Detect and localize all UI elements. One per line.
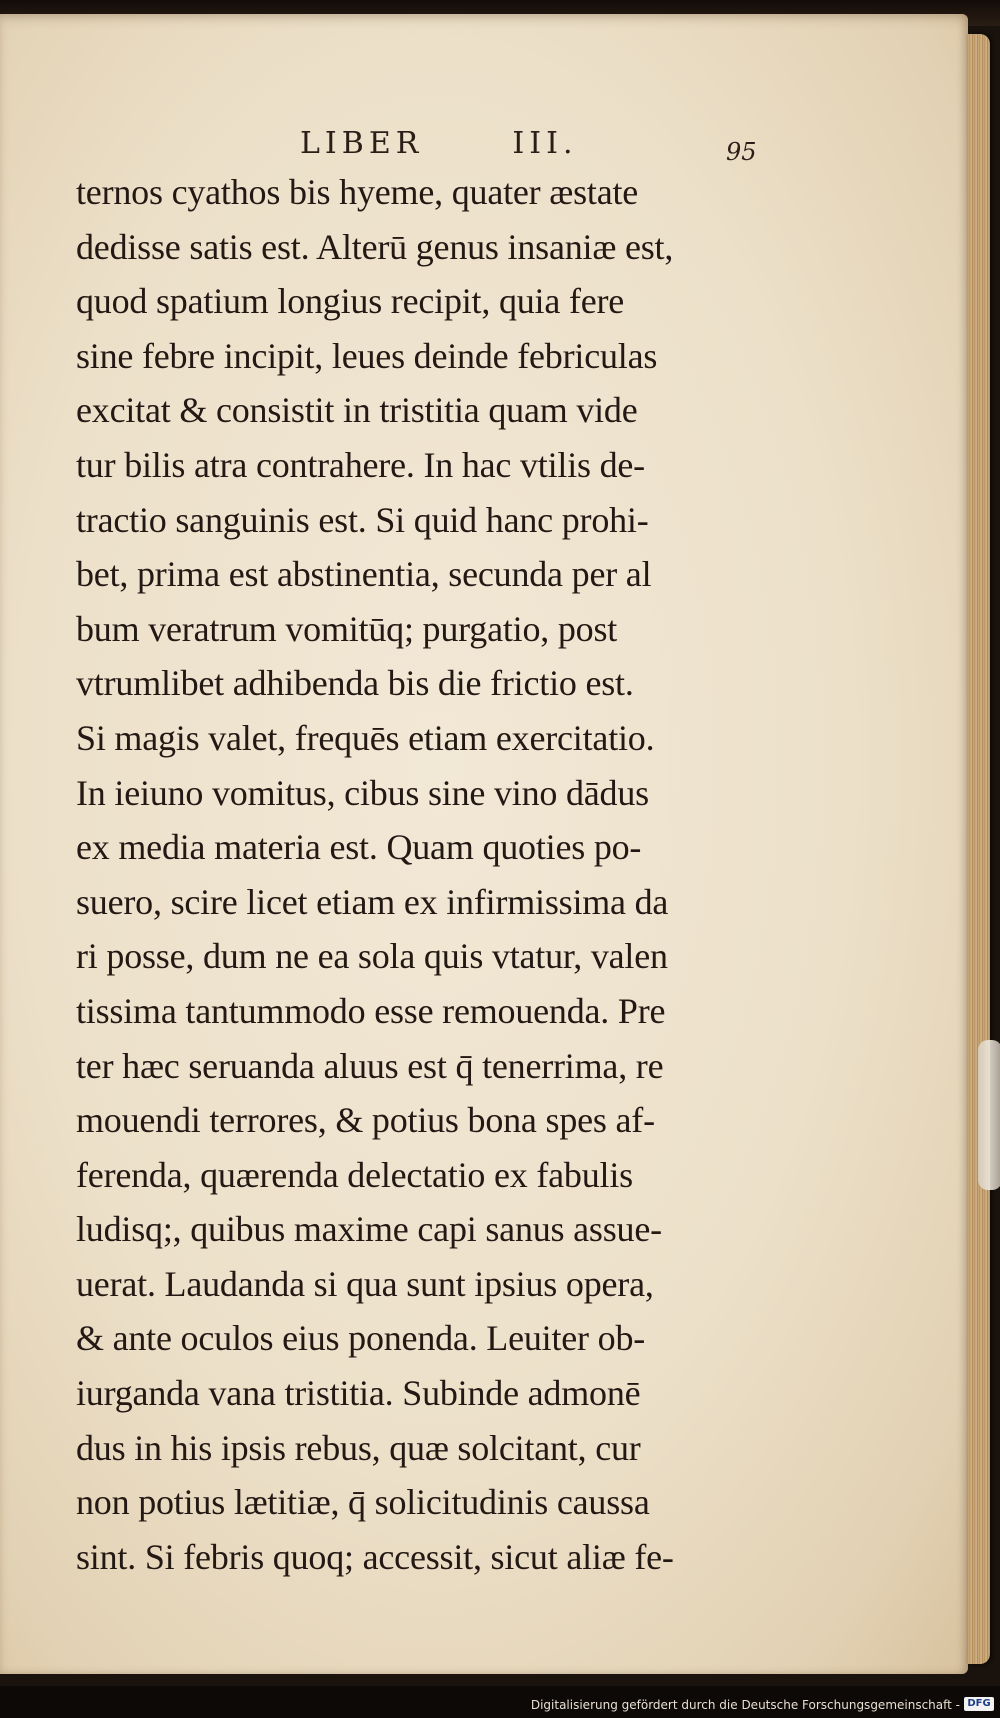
text-line: bet, prima est abstinentia, secunda per al [76, 554, 652, 595]
text-line: uerat. Laudanda si qua sunt ipsius opera, [76, 1263, 654, 1304]
text-line: ferenda, quærenda delectatio ex fabulis [76, 1154, 633, 1195]
running-head [300, 126, 578, 161]
digitization-credit: Digitalisierung gefördert durch die Deutsche Forschungsgemeinschaft - [530, 1698, 960, 1712]
text-line: excitat & consistit in tristitia quam vide [76, 390, 638, 431]
running-head-book-number: III. [512, 126, 578, 161]
text-line: dus in his ipsis rebus, quæ solcitant, cur [76, 1427, 641, 1468]
text-line: In ieiuno vomitus, cibus sine vino dādus [76, 772, 649, 813]
dfg-logo: DFG [964, 1697, 994, 1711]
text-line: suero, scire licet etiam ex infirmissima da [76, 881, 669, 922]
text-line: tur bilis atra contrahere. In hac vtilis de- [76, 444, 645, 485]
text-line: ri posse, dum ne ea sola quis vtatur, valen [76, 936, 668, 977]
text-line: & ante oculos eius ponenda. Leuiter ob- [76, 1318, 646, 1359]
text-line: ter hæc seruanda aluus est q̄ tenerrima, re [76, 1045, 664, 1086]
folio-number: 95 [726, 138, 757, 166]
running-head-liber: LIBER [300, 126, 424, 161]
text-line: bum veratrum vomitūq; purgatio, post [76, 608, 618, 649]
page-clip [978, 1040, 1000, 1190]
text-line: tissima tantummodo esse remouenda. Pre [76, 990, 666, 1031]
text-line: iurganda vana tristitia. Subinde admonē [76, 1373, 641, 1414]
text-line: ternos cyathos bis hyeme, quater æstate [76, 172, 639, 212]
text-line: dedisse satis est. Alterū genus insaniæ est, [76, 226, 674, 267]
text-line: mouendi terrores, & potius bona spes af- [76, 1100, 655, 1141]
text-line: non potius lætitiæ, q̄ solicitudinis caussa [76, 1482, 650, 1523]
body-text [76, 165, 776, 1584]
text-line: sine febre incipit, leues deinde febriculas [76, 335, 658, 376]
text-line: ex media materia est. Quam quoties po- [76, 827, 642, 868]
text-line: tractio sanguinis est. Si quid hanc prohi- [76, 499, 649, 540]
page-fore-edge [968, 34, 990, 1664]
text-line: sint. Si febris quoq; accessit, sicut aliæ fe- [76, 1536, 674, 1577]
text-line: vtrumlibet adhibenda bis die frictio est. [76, 663, 634, 704]
text-line: quod spatium longius recipit, quia fere [76, 281, 625, 322]
text-line: Si magis valet, frequēs etiam exercitatio. [76, 717, 655, 758]
text-line: ludisq;, quibus maxime capi sanus assue- [76, 1209, 662, 1250]
